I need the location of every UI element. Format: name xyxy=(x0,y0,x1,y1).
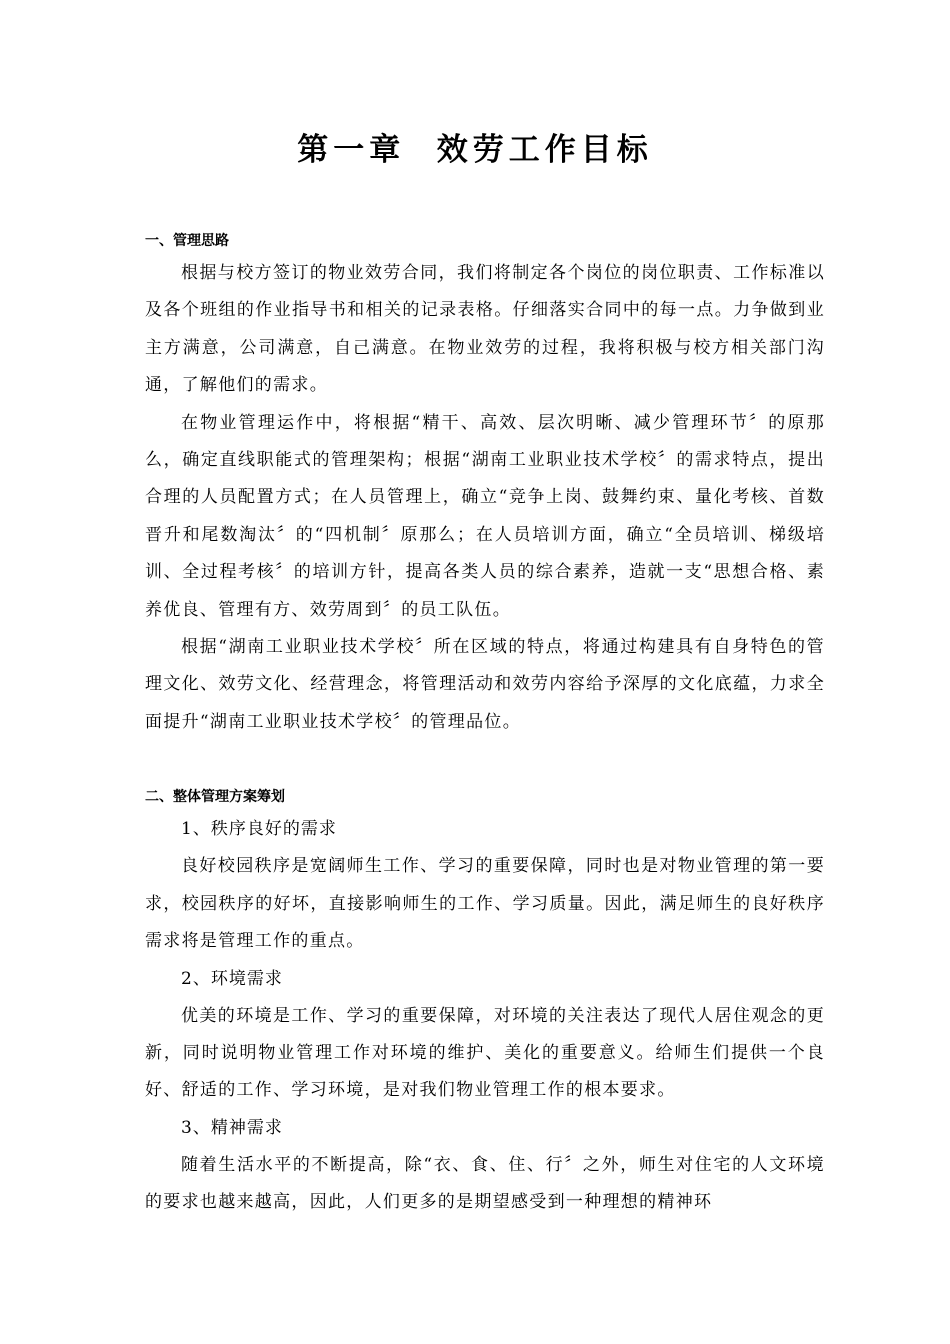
subheading-order-needs: 1、秩序良好的需求 xyxy=(181,819,337,840)
section-spacer xyxy=(145,741,825,785)
paragraph: 根据“湖南工业职业技术学校〞所在区域的特点，将通过构建具有自身特色的管理文化、效劳文化、经营理念，将管理活动和效劳内容给予深厚的文化底蕴，力求全面提升“湖南工业职业技术学校〞的管理品位。 xyxy=(145,637,825,732)
paragraph: 根据与校方签订的物业效劳合同，我们将制定各个岗位的岗位职责、工作标准以及各个班组的作业指导书和相关的记录表格。仔细落实合同中的每一点。力争做到业主方满意，公司满意，自己满意。在物业效劳的过程，我将积极与校方相关部门沟通，了解他们的需求。 xyxy=(145,263,825,396)
section-heading-overall-plan: 二、整体管理方案筹划 xyxy=(145,789,285,806)
paragraph: 在物业管理运作中，将根据“精干、高效、层次明晰、减少管理环节〞的原那么，确定直线职能式的管理架构；根据“湖南工业职业技术学校〞的需求特点，提出合理的人员配置方式；在人员管理上，确立“竞争上岗、鼓舞约束、量化考核、首数晋升和尾数淘汰〞的“四机制〞原那么；在人员培训方面，确立“全员培训、梯级培训、全过程考核〞的培训方针，提高各类人员的综合素养，造就一支“思想合格、素养优良、管理有方、效劳周到〞的员工队伍。 xyxy=(145,412,825,620)
subheading-spiritual-needs: 3、精神需求 xyxy=(181,1117,283,1138)
paragraph: 优美的环境是工作、学习的重要保障，对环境的关注表达了现代人居住观念的更新，同时说明物业管理工作对环境的维护、美化的重要意义。给师生们提供一个良好、舒适的工作、学习环境，是对我们物业管理工作的根本要求。 xyxy=(145,1005,825,1101)
subheading-environment-needs: 2、环境需求 xyxy=(181,968,283,989)
paragraph: 良好校园秩序是宽阔师生工作、学习的重要保障，同时也是对物业管理的第一要求，校园秩序的好坏，直接影响师生的工作、学习质量。因此，满足师生的良好秩序需求将是管理工作的重点。 xyxy=(145,856,825,952)
section-heading-management-approach: 一、管理思路 xyxy=(145,233,229,249)
document-body xyxy=(145,229,825,1222)
paragraph: 随着生活水平的不断提高，除“衣、食、住、行〞之外，师生对住宅的人文环境的要求也越来越高，因此，人们更多的是期望感受到一种理想的精神环 xyxy=(145,1154,825,1213)
chapter-title: 第一章 效劳工作目标 xyxy=(297,132,653,168)
